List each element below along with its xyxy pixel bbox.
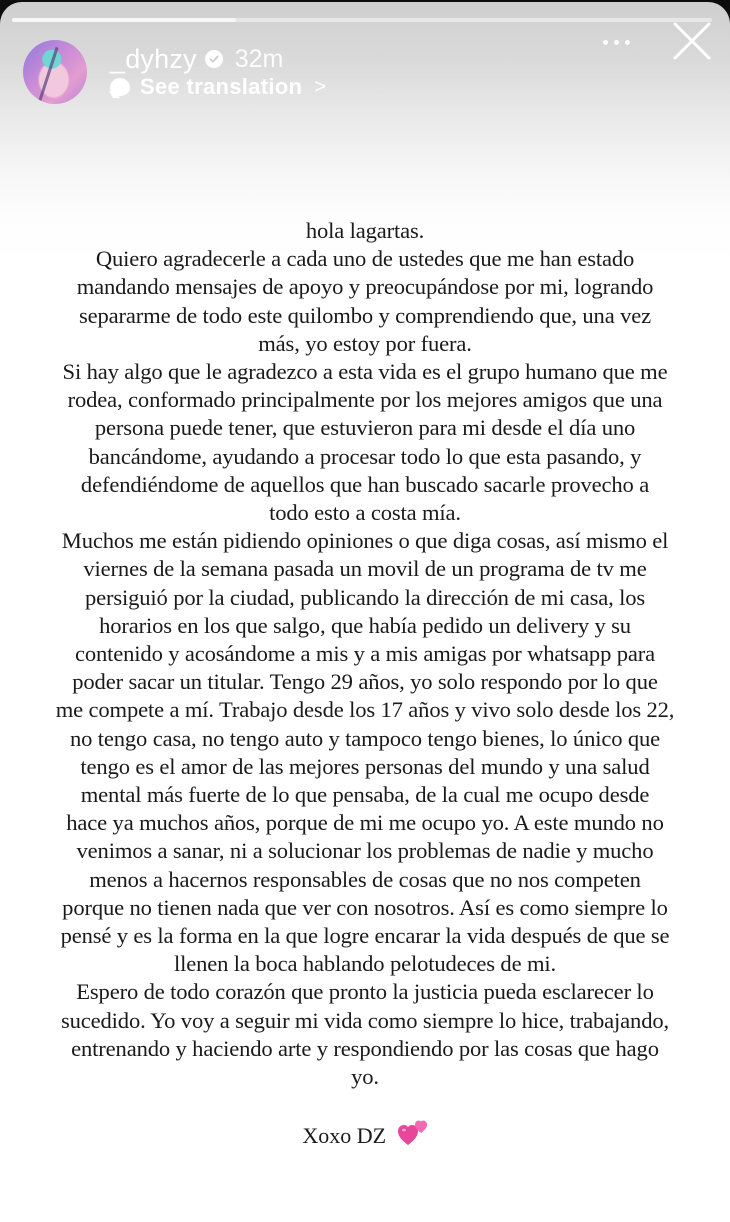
message-line: porque no tienen nada que ver con nosotros. Así es como siempre lo xyxy=(62,894,668,920)
message-line: Espero de todo corazón que pronto la justicia pueda esclarecer lo xyxy=(76,979,654,1005)
avatar[interactable] xyxy=(23,40,87,104)
message-signoff xyxy=(0,1119,730,1153)
message-line: llenen la boca hablando pelotudeces de mi. xyxy=(173,951,557,977)
dot-icon xyxy=(603,40,608,45)
message-line: me compete a mí. Trabajo desde los 17 años y vivo solo desde los 22, xyxy=(55,697,675,723)
message-line: viernes de la semana pasada un movil de un programa de tv me xyxy=(83,556,647,582)
close-icon xyxy=(670,19,714,63)
message-line: yo. xyxy=(351,1064,379,1090)
message-line: no tengo casa, no tengo auto y tampoco tengo bienes, lo único que xyxy=(69,725,661,751)
message-line: todo esto a costa mía. xyxy=(269,500,461,526)
message-line: Muchos me están pidiendo opiniones o que diga cosas, así mismo el xyxy=(61,528,669,554)
message-line: menos a hacernos responsables de cosas que no nos competen xyxy=(89,866,641,892)
see-translation-button[interactable] xyxy=(110,72,326,102)
message-line: separarme de todo este quilombo y comprendiendo que, una vez xyxy=(79,302,651,328)
message-line: mandando mensajes de apoyo y preocupándose por mi, logrando xyxy=(76,274,654,300)
verified-badge-icon xyxy=(205,50,223,68)
dot-icon xyxy=(625,40,630,45)
see-translation-label: See translation xyxy=(140,74,303,99)
message-line: Quiero agradecerle a cada uno de ustedes que me han estado xyxy=(95,246,635,272)
message-line: persiguió por la ciudad, publicando la dirección de mi casa, los xyxy=(84,584,646,610)
message-line: hace ya muchos años, porque de mi me ocupo yo. A este mundo no xyxy=(66,810,664,836)
message-line: tengo es el amor de las mejores personas del mundo y una salud xyxy=(80,753,650,779)
message-line: mental más fuerte de lo que pensaba, de la cual me ocupo desde xyxy=(80,782,650,808)
message-line: horarios en los que salgo, que había pedido un delivery y su xyxy=(99,612,631,638)
message-line: bancándome, ayudando a procesar todo lo que esta pasando, y xyxy=(88,443,642,469)
avatar-illustration xyxy=(38,47,58,101)
message-line: contenido y acosándome a mis y a mis amigas por whatsapp para xyxy=(74,641,655,667)
story-message xyxy=(20,217,710,1091)
story-viewer[interactable] xyxy=(0,2,730,1222)
dot-icon xyxy=(614,40,619,45)
message-line: rodea, conformado principalmente por los mejores amigos que una xyxy=(67,387,663,413)
story-progress-bar xyxy=(12,18,712,22)
message-line: más, yo estoy por fuera. xyxy=(258,330,472,356)
story-progress-fill xyxy=(12,18,236,22)
chevron-right-icon: > xyxy=(314,75,326,98)
more-options-button[interactable] xyxy=(596,32,636,52)
message-line: Si hay algo que le agradezco a esta vida es el grupo humano que me xyxy=(62,359,668,385)
message-line: hola lagartas. xyxy=(305,218,425,243)
signoff-text: Xoxo DZ xyxy=(302,1123,387,1148)
username-row xyxy=(110,44,283,74)
message-line: poder sacar un titular. Tengo 29 años, yo solo respondo por lo que xyxy=(72,669,658,695)
message-line: defendiéndome de aquellos que han buscado sacarle provecho a xyxy=(80,471,650,497)
post-timestamp: 32m xyxy=(234,44,284,73)
message-line: venimos a sanar, ni a solucionar los problemas de nadie y mucho xyxy=(76,838,654,864)
two-hearts-icon xyxy=(398,1119,428,1153)
message-line: entrenando y haciendo arte y respondiendo por las cosas que hago xyxy=(71,1035,659,1061)
message-line: pensé y es la forma en la que logre encarar la vida después de que se xyxy=(60,923,670,949)
message-line: persona puede tener, que estuvieron para mi desde el día uno xyxy=(94,415,636,441)
translate-bubble-icon xyxy=(110,78,130,96)
username-link[interactable]: _dyhzy xyxy=(110,43,197,74)
close-button[interactable] xyxy=(670,19,714,63)
message-line: sucedido. Yo voy a seguir mi vida como siempre lo hice, trabajando, xyxy=(60,1007,669,1033)
